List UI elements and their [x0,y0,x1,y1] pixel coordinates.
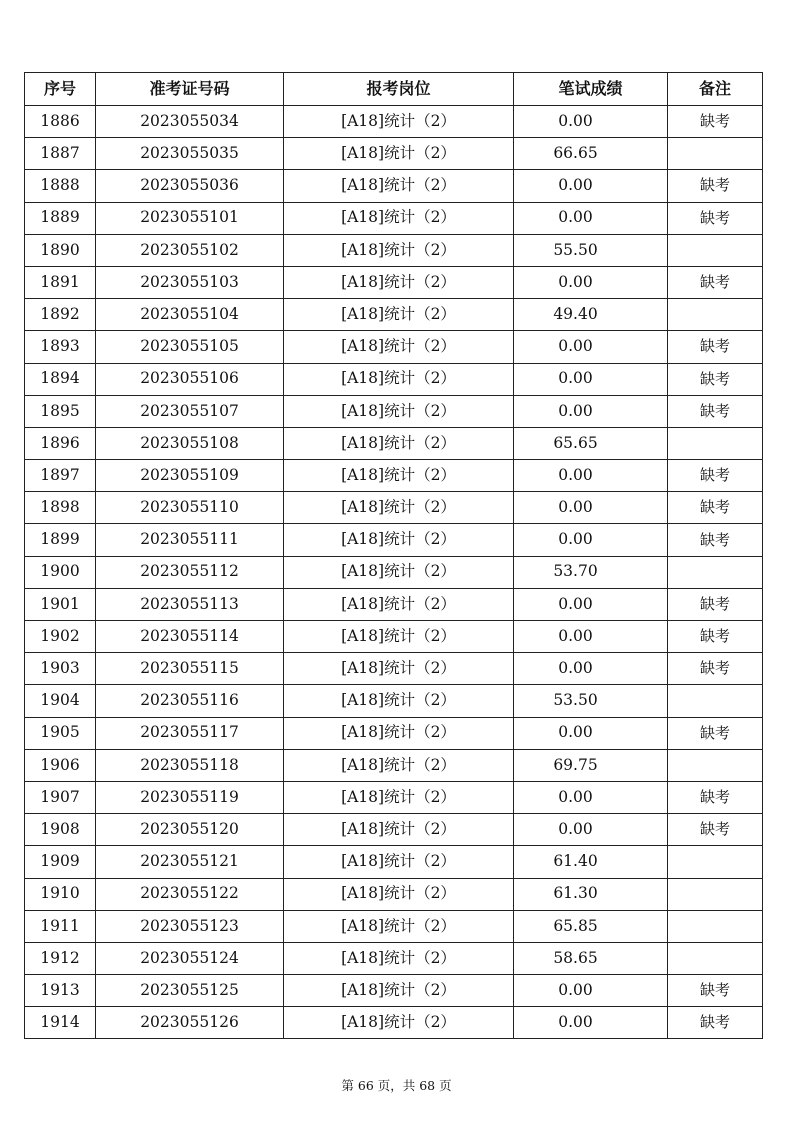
table-row [25,621,763,653]
note-cell: 缺考 [668,814,763,846]
exam-id-cell: 2023055107 [96,395,284,427]
position-cell: [A18]统计（2） [284,685,514,717]
exam-id-cell: 2023055119 [96,781,284,813]
table-row [25,942,763,974]
score-cell: 0.00 [514,653,668,685]
seq-no-cell: 1901 [25,588,96,620]
seq-no-cell: 1889 [25,202,96,234]
exam-id-cell: 2023055124 [96,942,284,974]
seq-no-cell: 1898 [25,492,96,524]
exam-id-cell: 2023055116 [96,685,284,717]
seq-no-cell: 1911 [25,910,96,942]
seq-no-cell: 1900 [25,556,96,588]
note-cell [668,234,763,266]
page-footer: 第 66 页，共 68 页 [341,1078,452,1093]
header-note: 备注 [668,73,763,106]
table-row [25,460,763,492]
exam-id-cell: 2023055110 [96,492,284,524]
exam-id-cell: 2023055114 [96,621,284,653]
position-cell: [A18]统计（2） [284,621,514,653]
table-row [25,427,763,459]
position-cell: [A18]统计（2） [284,717,514,749]
header-exam-id: 准考证号码 [96,73,284,106]
seq-no-cell: 1907 [25,781,96,813]
note-cell [668,749,763,781]
seq-no-cell: 1909 [25,846,96,878]
table-row [25,749,763,781]
seq-no-cell: 1908 [25,814,96,846]
exam-id-cell: 2023055036 [96,170,284,202]
exam-id-cell: 2023055126 [96,1007,284,1039]
seq-no-cell: 1914 [25,1007,96,1039]
exam-id-cell: 2023055034 [96,106,284,138]
exam-id-cell: 2023055109 [96,460,284,492]
exam-id-cell: 2023055106 [96,363,284,395]
score-cell: 0.00 [514,588,668,620]
position-cell: [A18]统计（2） [284,1007,514,1039]
exam-id-cell: 2023055104 [96,299,284,331]
position-cell: [A18]统计（2） [284,524,514,556]
table-row [25,363,763,395]
exam-id-cell: 2023055105 [96,331,284,363]
score-cell: 58.65 [514,942,668,974]
score-cell: 65.85 [514,910,668,942]
note-cell: 缺考 [668,363,763,395]
score-cell: 0.00 [514,395,668,427]
position-cell: [A18]统计（2） [284,878,514,910]
score-cell: 0.00 [514,492,668,524]
position-cell: [A18]统计（2） [284,910,514,942]
score-table [24,72,763,1039]
header-seq-no: 序号 [25,73,96,106]
score-cell: 66.65 [514,138,668,170]
note-cell [668,427,763,459]
table-body [25,106,763,1039]
seq-no-cell: 1896 [25,427,96,459]
table-row [25,878,763,910]
position-cell: [A18]统计（2） [284,170,514,202]
exam-id-cell: 2023055118 [96,749,284,781]
position-cell: [A18]统计（2） [284,363,514,395]
note-cell: 缺考 [668,621,763,653]
table-header-row [25,73,763,106]
position-cell: [A18]统计（2） [284,781,514,813]
note-cell [668,556,763,588]
seq-no-cell: 1905 [25,717,96,749]
table-row [25,331,763,363]
position-cell: [A18]统计（2） [284,846,514,878]
seq-no-cell: 1902 [25,621,96,653]
table-row [25,556,763,588]
table-row [25,975,763,1007]
note-cell [668,942,763,974]
note-cell: 缺考 [668,492,763,524]
exam-id-cell: 2023055117 [96,717,284,749]
position-cell: [A18]统计（2） [284,492,514,524]
score-cell: 0.00 [514,460,668,492]
note-cell: 缺考 [668,781,763,813]
score-cell: 0.00 [514,266,668,298]
note-cell [668,138,763,170]
exam-id-cell: 2023055120 [96,814,284,846]
seq-no-cell: 1891 [25,266,96,298]
note-cell: 缺考 [668,717,763,749]
position-cell: [A18]统计（2） [284,942,514,974]
header-position: 报考岗位 [284,73,514,106]
position-cell: [A18]统计（2） [284,749,514,781]
note-cell: 缺考 [668,975,763,1007]
note-cell: 缺考 [668,170,763,202]
seq-no-cell: 1894 [25,363,96,395]
position-cell: [A18]统计（2） [284,202,514,234]
seq-no-cell: 1903 [25,653,96,685]
exam-id-cell: 2023055125 [96,975,284,1007]
note-cell: 缺考 [668,1007,763,1039]
table-row [25,717,763,749]
seq-no-cell: 1887 [25,138,96,170]
seq-no-cell: 1897 [25,460,96,492]
table-row [25,781,763,813]
seq-no-cell: 1904 [25,685,96,717]
table-row [25,846,763,878]
table-row [25,234,763,266]
score-cell: 61.40 [514,846,668,878]
position-cell: [A18]统计（2） [284,427,514,459]
position-cell: [A18]统计（2） [284,395,514,427]
position-cell: [A18]统计（2） [284,266,514,298]
note-cell [668,685,763,717]
seq-no-cell: 1893 [25,331,96,363]
score-cell: 55.50 [514,234,668,266]
table-row [25,138,763,170]
note-cell: 缺考 [668,588,763,620]
note-cell: 缺考 [668,331,763,363]
seq-no-cell: 1913 [25,975,96,1007]
seq-no-cell: 1892 [25,299,96,331]
table-row [25,524,763,556]
exam-id-cell: 2023055103 [96,266,284,298]
exam-id-cell: 2023055101 [96,202,284,234]
exam-id-cell: 2023055121 [96,846,284,878]
note-cell [668,846,763,878]
score-cell: 0.00 [514,814,668,846]
note-cell: 缺考 [668,202,763,234]
table-row [25,685,763,717]
score-cell: 0.00 [514,524,668,556]
table-row [25,395,763,427]
score-cell: 53.50 [514,685,668,717]
position-cell: [A18]统计（2） [284,588,514,620]
table-row [25,202,763,234]
position-cell: [A18]统计（2） [284,975,514,1007]
note-cell: 缺考 [668,106,763,138]
table-row [25,170,763,202]
table-row [25,910,763,942]
table-row [25,1007,763,1039]
position-cell: [A18]统计（2） [284,299,514,331]
table-row [25,299,763,331]
score-cell: 49.40 [514,299,668,331]
seq-no-cell: 1886 [25,106,96,138]
note-cell [668,878,763,910]
score-cell: 0.00 [514,717,668,749]
note-cell: 缺考 [668,524,763,556]
note-cell [668,910,763,942]
seq-no-cell: 1899 [25,524,96,556]
score-cell: 65.65 [514,427,668,459]
seq-no-cell: 1890 [25,234,96,266]
seq-no-cell: 1895 [25,395,96,427]
seq-no-cell: 1888 [25,170,96,202]
position-cell: [A18]统计（2） [284,653,514,685]
exam-id-cell: 2023055122 [96,878,284,910]
score-cell: 0.00 [514,170,668,202]
table-row [25,106,763,138]
note-cell: 缺考 [668,653,763,685]
exam-id-cell: 2023055108 [96,427,284,459]
position-cell: [A18]统计（2） [284,814,514,846]
position-cell: [A18]统计（2） [284,556,514,588]
position-cell: [A18]统计（2） [284,460,514,492]
exam-id-cell: 2023055113 [96,588,284,620]
exam-id-cell: 2023055112 [96,556,284,588]
score-cell: 0.00 [514,363,668,395]
exam-id-cell: 2023055115 [96,653,284,685]
seq-no-cell: 1910 [25,878,96,910]
position-cell: [A18]统计（2） [284,106,514,138]
exam-id-cell: 2023055102 [96,234,284,266]
note-cell [668,299,763,331]
score-cell: 61.30 [514,878,668,910]
score-cell: 0.00 [514,106,668,138]
table-row [25,492,763,524]
exam-id-cell: 2023055035 [96,138,284,170]
score-cell: 0.00 [514,331,668,363]
seq-no-cell: 1906 [25,749,96,781]
table-row [25,266,763,298]
table-row [25,588,763,620]
table-row [25,653,763,685]
position-cell: [A18]统计（2） [284,331,514,363]
score-cell: 0.00 [514,781,668,813]
position-cell: [A18]统计（2） [284,138,514,170]
note-cell: 缺考 [668,266,763,298]
seq-no-cell: 1912 [25,942,96,974]
exam-id-cell: 2023055123 [96,910,284,942]
note-cell: 缺考 [668,395,763,427]
score-cell: 53.70 [514,556,668,588]
header-score: 笔试成绩 [514,73,668,106]
score-cell: 0.00 [514,202,668,234]
score-cell: 0.00 [514,1007,668,1039]
score-cell: 0.00 [514,975,668,1007]
note-cell: 缺考 [668,460,763,492]
table-row [25,814,763,846]
score-cell: 0.00 [514,621,668,653]
score-cell: 69.75 [514,749,668,781]
position-cell: [A18]统计（2） [284,234,514,266]
exam-id-cell: 2023055111 [96,524,284,556]
